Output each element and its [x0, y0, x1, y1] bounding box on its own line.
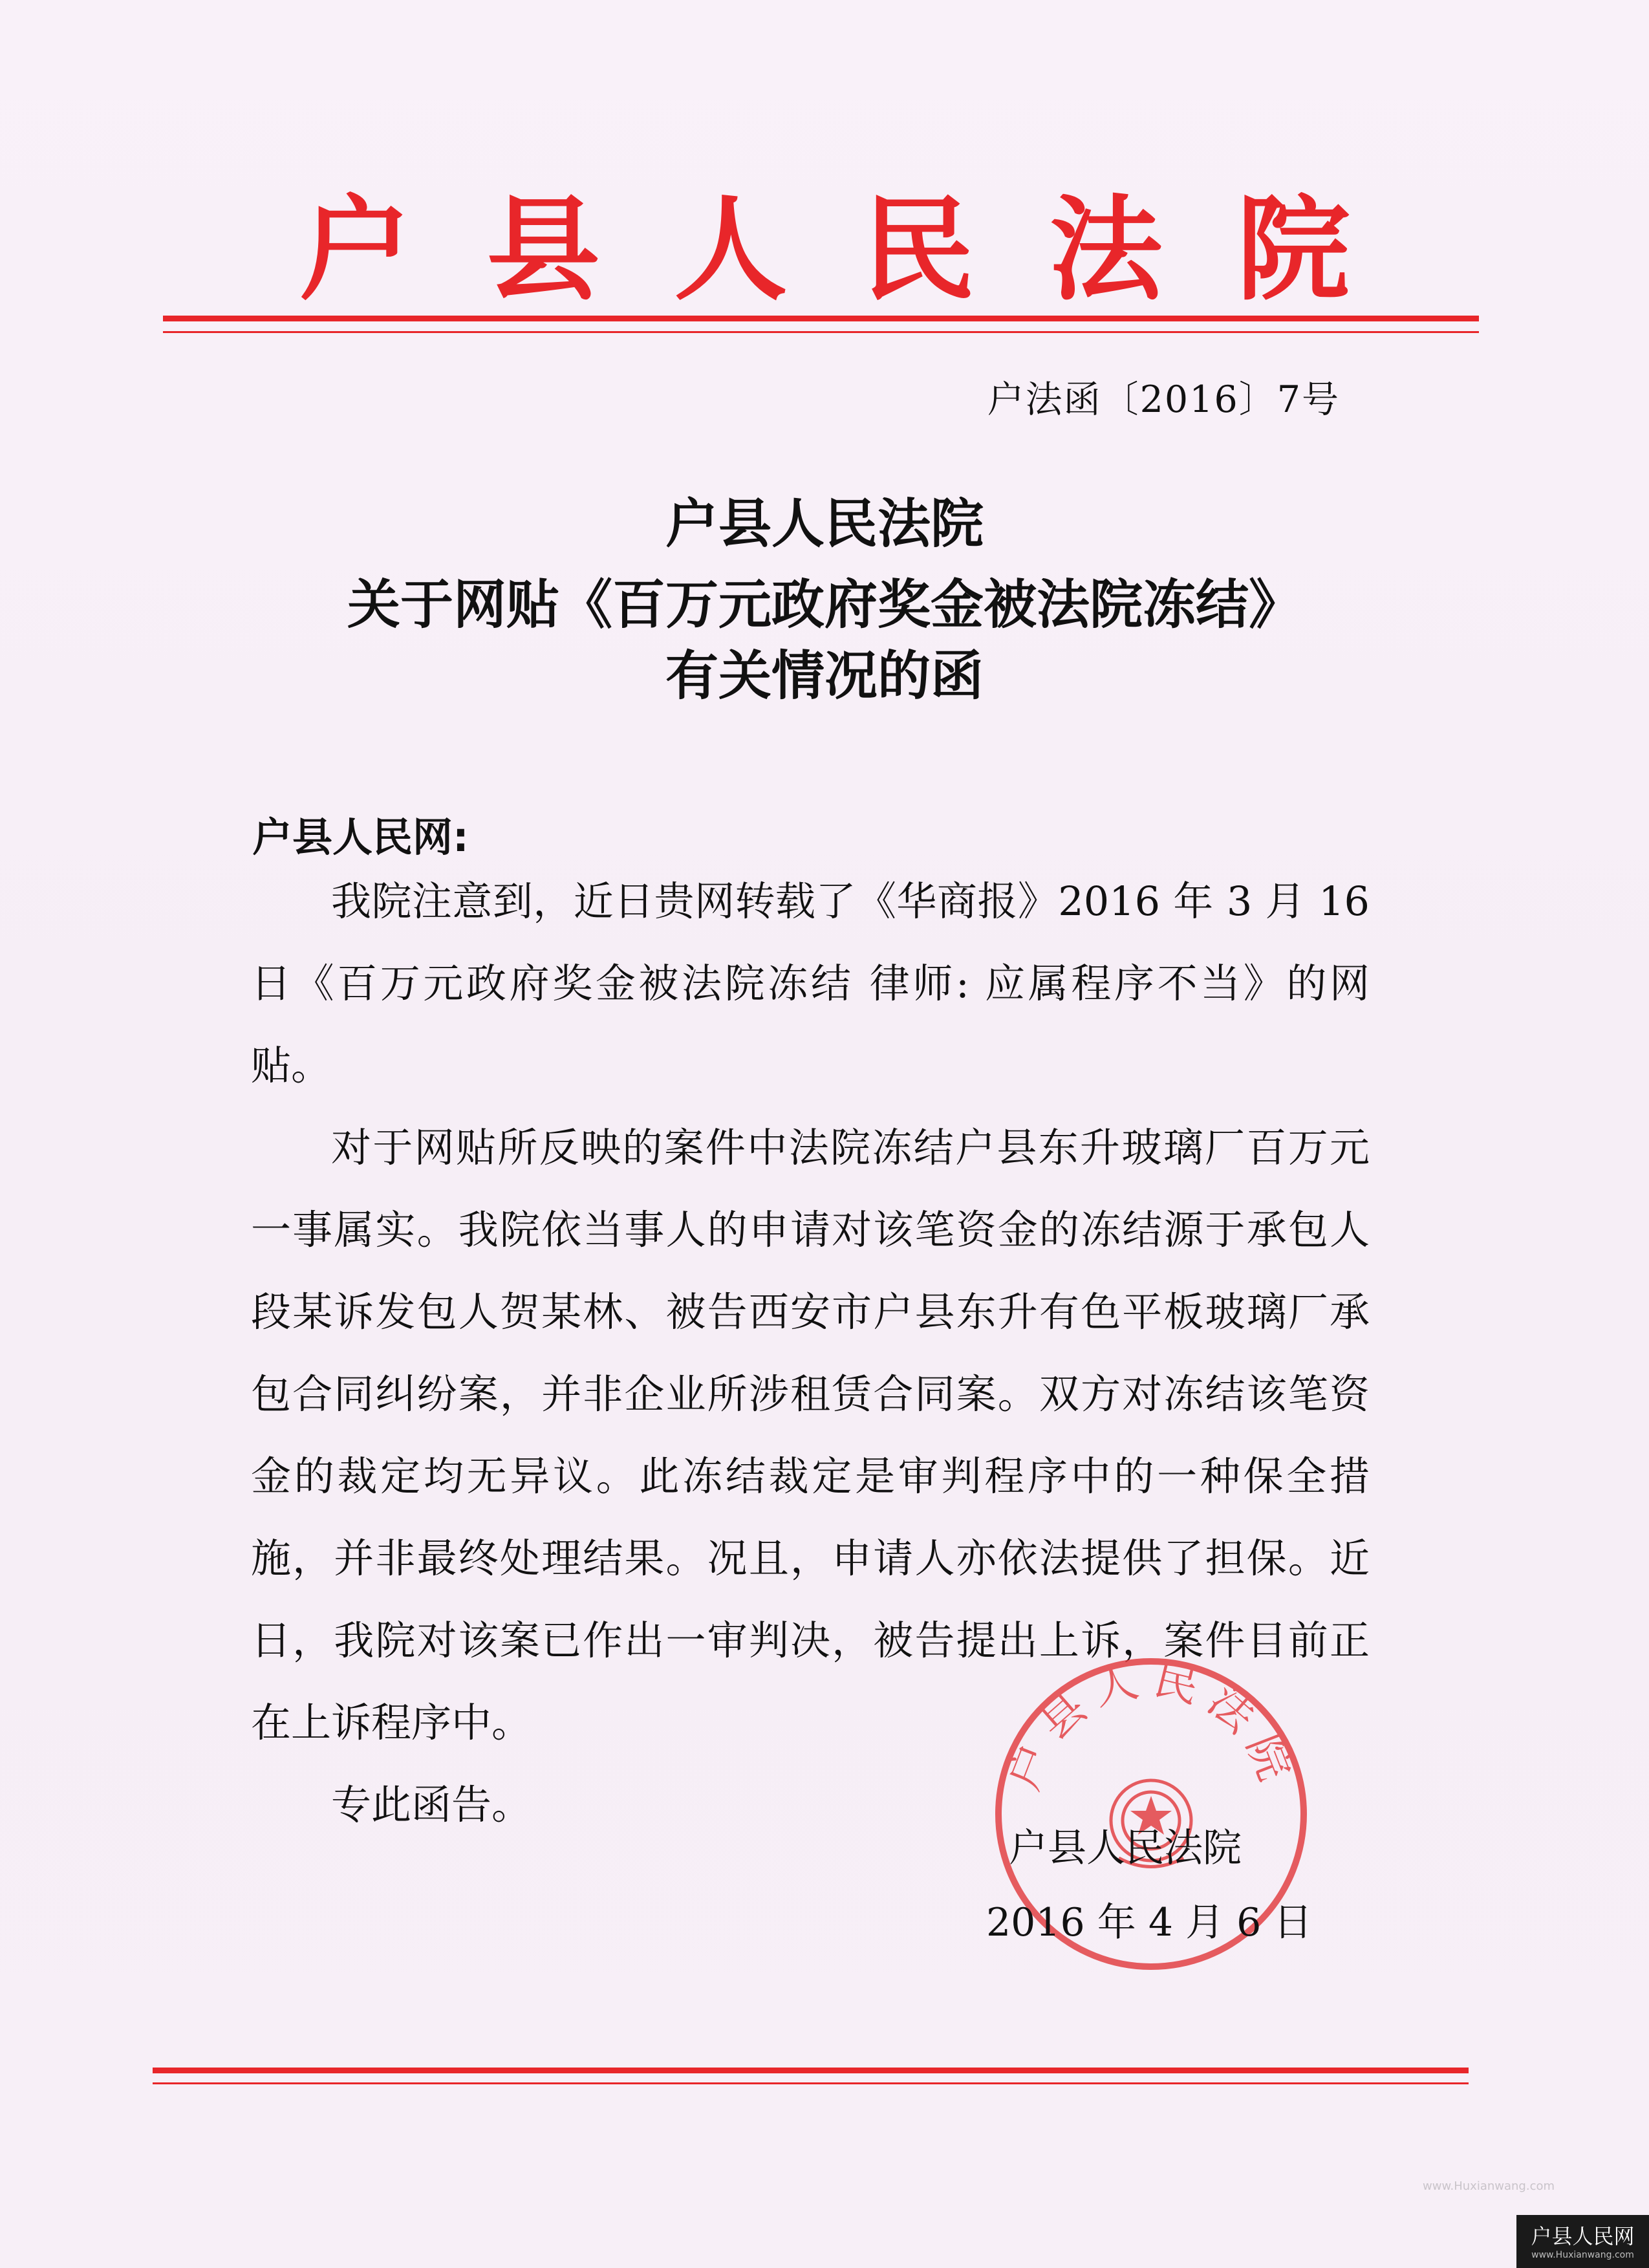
masthead-rule-thin	[163, 331, 1479, 333]
seal-text	[998, 1653, 1304, 1797]
watermark-badge-url: www.Huxianwang.com	[1531, 2250, 1634, 2260]
title-line-3: 有关情况的函	[665, 645, 984, 707]
title-line-1: 户县人民法院	[665, 493, 984, 555]
body-paragraph-2: 对于网贴所反映的案件中法院冻结户县东升玻璃厂百万元一事属实。我院依当事人的申请对该笔资金的冻结源于承包人段某诉发包人贺某林、被告西安市户县东升有色平板玻璃厂承包合同纠纷案，并非企业所涉租赁合同案。双方对冻结该笔资金的裁定均无异议。此冻结裁定是审判程序中的一种保全措施，并非最终处理结果。况且，申请人亦依法提供了担保。近日，我院对该案已作出一审判决，被告提出上诉，案件目前正在上诉程序中。	[251, 1124, 1370, 1746]
masthead-rule-thick	[163, 316, 1479, 321]
title-line-2: 关于网贴《百万元政府奖金被法院冻结》	[347, 574, 1302, 636]
body-paragraph-1: 我院注意到，近日贵网转载了《华商报》2016 年 3 月 16 日《百万元政府奖金被法院冻结 律师: 应属程序不当》的网贴。	[251, 878, 1370, 1089]
signature-org: 户县人民法院	[1009, 1826, 1242, 1871]
footer-rule-thick	[153, 2068, 1469, 2073]
watermark-badge-title: 户县人民网	[1531, 2224, 1635, 2249]
masthead-org-name: 户县人民法院	[299, 185, 1425, 316]
seal-text-path: 户县人民法院	[998, 1653, 1304, 1797]
document-number: 户法函〔2016〕7号	[987, 378, 1340, 421]
salutation: 户县人民网:	[252, 814, 469, 861]
footer-rule-thin	[153, 2082, 1469, 2084]
body-paragraph-3: 专此函告。	[331, 1781, 532, 1828]
watermark-badge	[1516, 2215, 1649, 2268]
watermark-url: www.Huxianwang.com	[1423, 2179, 1555, 2193]
signature-date: 2016 年 4 月 6 日	[986, 1900, 1313, 1945]
